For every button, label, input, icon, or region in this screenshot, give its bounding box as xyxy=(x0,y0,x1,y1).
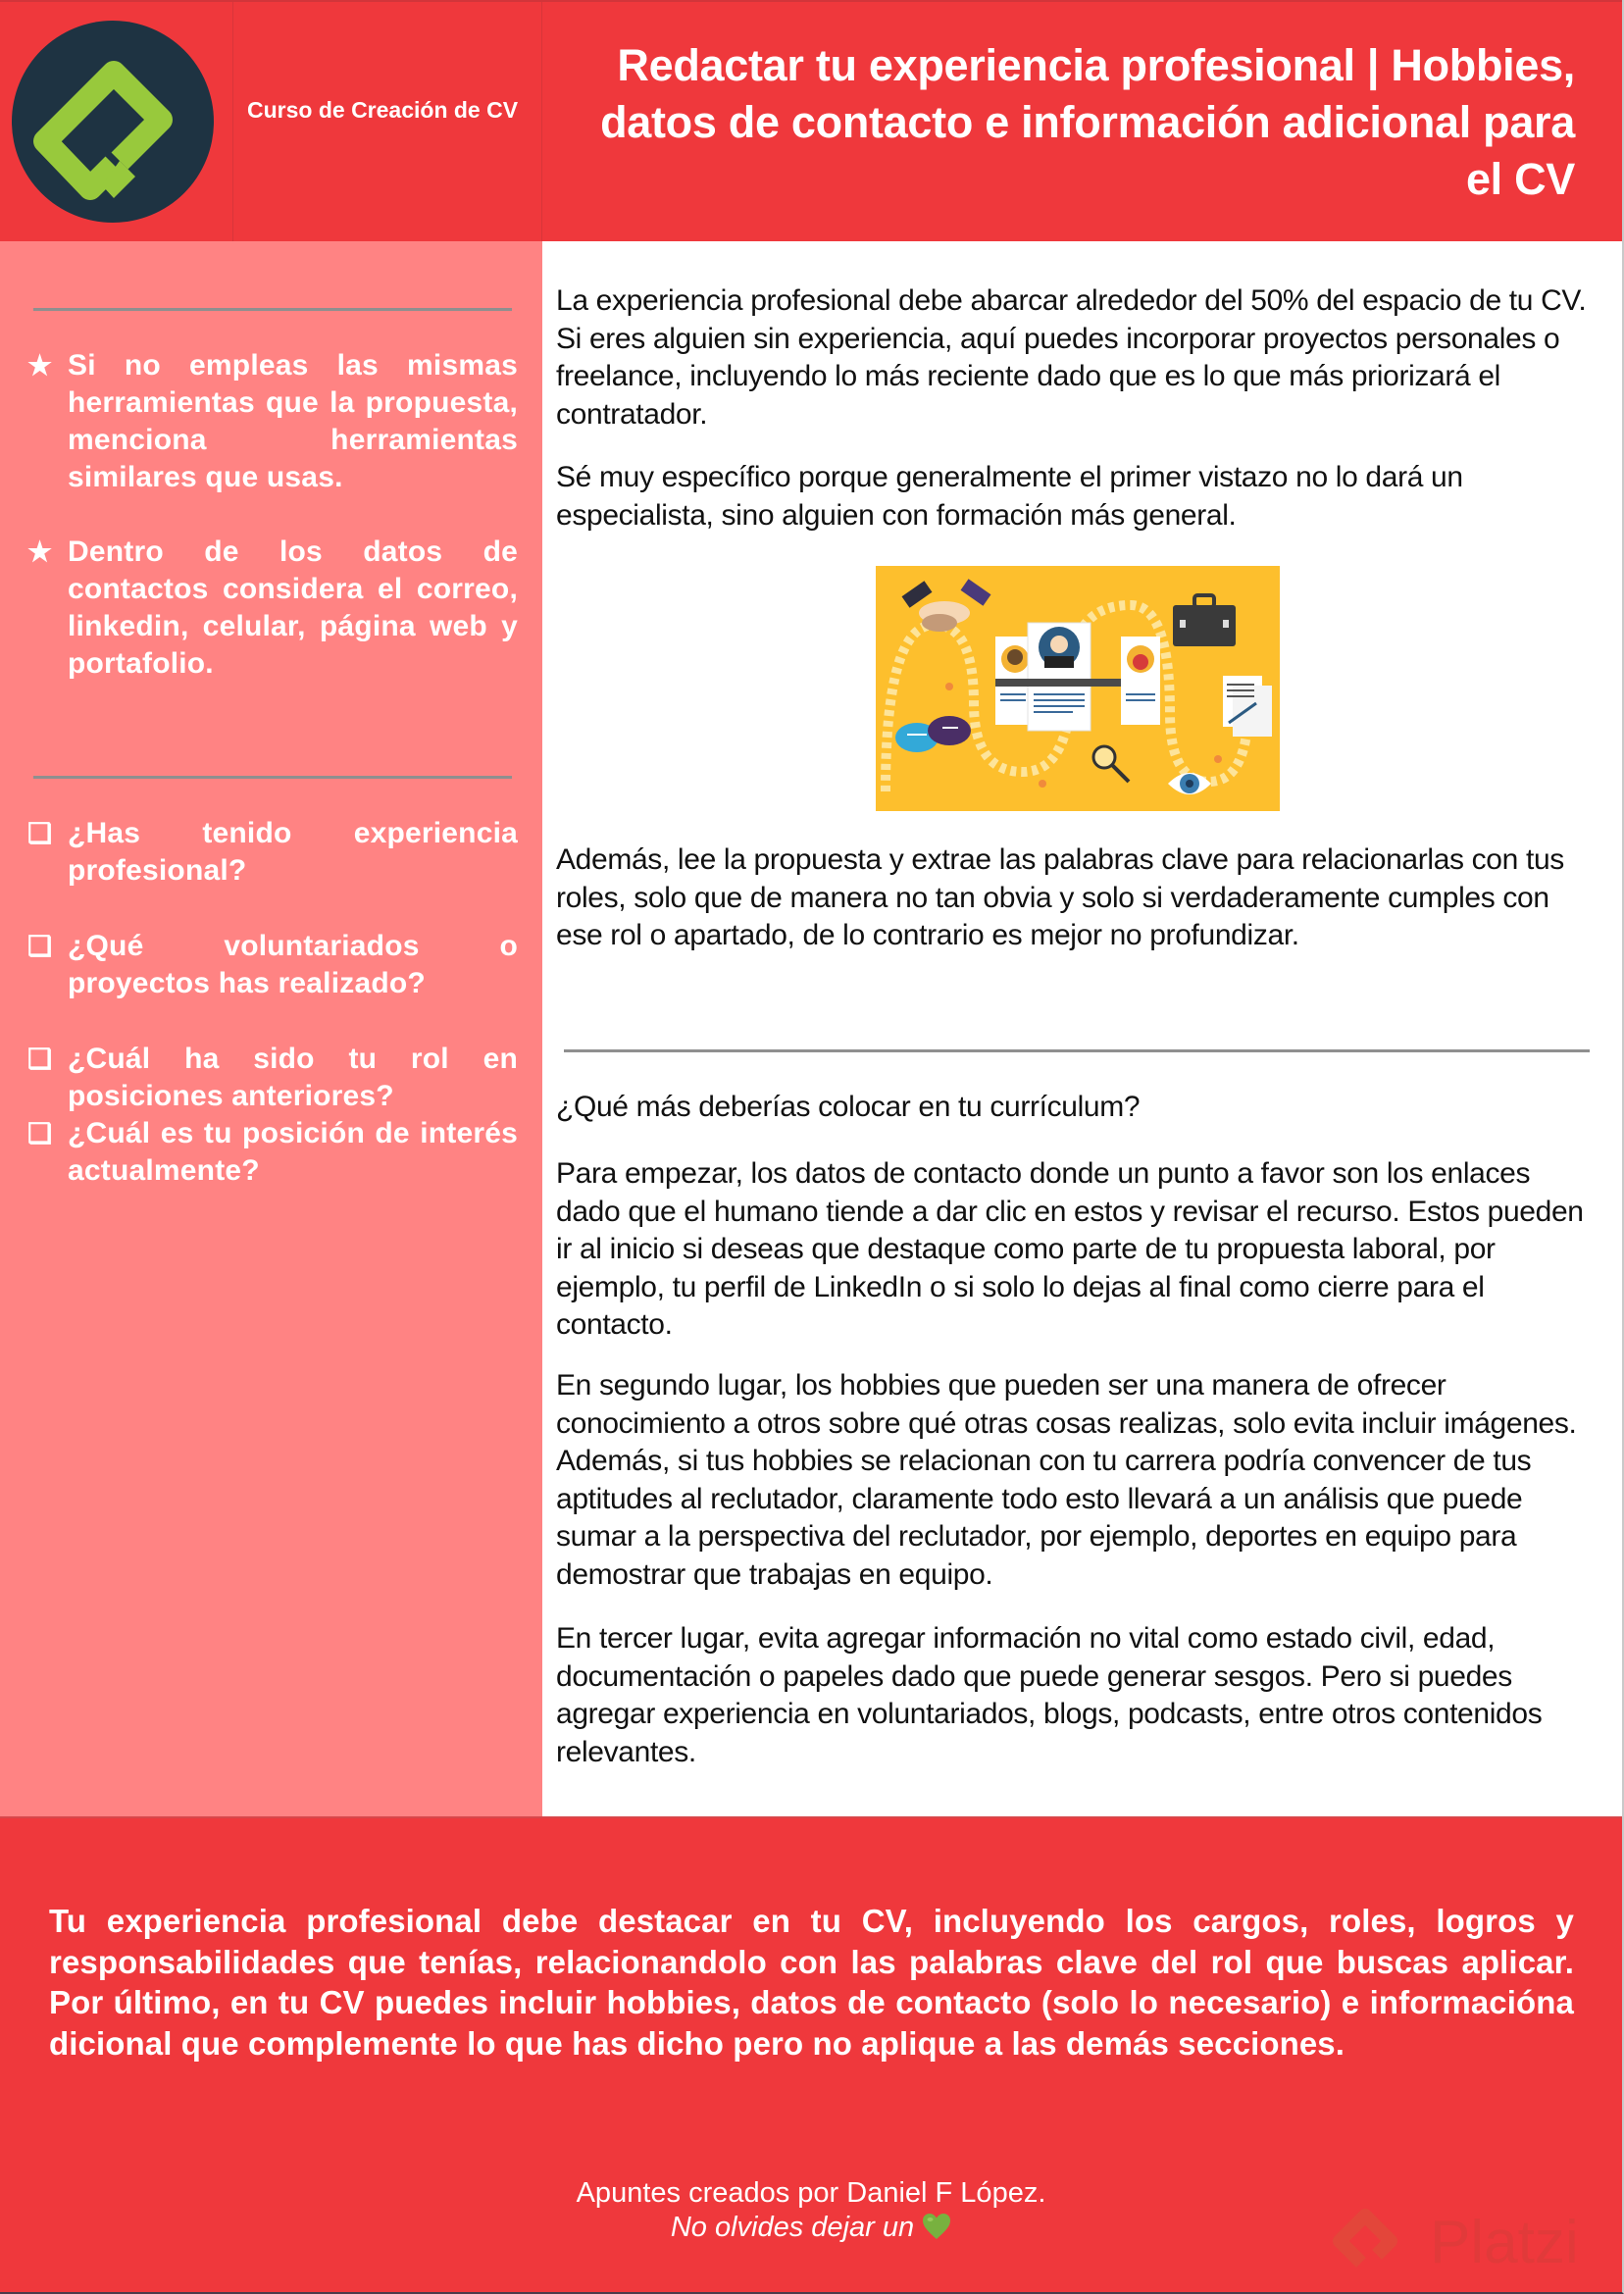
checkbox-icon: ❑ xyxy=(27,1118,53,1148)
sidebar xyxy=(0,241,542,1816)
question-text: ¿Cuál es tu posición de interés actualmente? xyxy=(68,1117,518,1187)
green-heart-icon xyxy=(922,2213,951,2249)
logo-cell xyxy=(0,2,233,241)
question-item xyxy=(27,1041,518,1115)
platzi-logo-icon xyxy=(12,21,214,223)
tip-text: Dentro de los datos de contactos considera el correo, linkedin, celular, página web y portafolio. xyxy=(68,535,518,680)
star-icon: ★ xyxy=(27,350,53,381)
star-icon: ★ xyxy=(27,536,53,567)
checkbox-icon: ❑ xyxy=(27,1044,53,1074)
question-text: ¿Cuál ha sido tu rol en posiciones anteriores? xyxy=(68,1043,518,1112)
credits-author: Apuntes creados por Daniel F López. xyxy=(576,2177,1046,2209)
watermark-text: Platzi xyxy=(1430,2209,1579,2276)
question-text: ¿Qué voluntariados o proyectos has realizado? xyxy=(68,930,518,999)
sidebar-divider xyxy=(33,308,512,311)
question-item xyxy=(27,1115,518,1190)
recruitment-illustration xyxy=(876,566,1280,811)
question-text: ¿Has tenido experiencia profesional? xyxy=(68,817,518,887)
summary-text: Tu experiencia profesional debe destacar en tu CV, incluyendo los cargos, roles, logros y responsabilidades que tenías, relacionandolo con las palabras clave del rol que buscas aplicar. Por último, en tu CV puedes incluir hobbies, datos de contacto (solo lo necesario) e informacióna dicional que complemente lo que has dicho pero no aplique a las demás secciones. xyxy=(49,1903,1574,2062)
paragraph-avoid: En tercer lugar, evita agregar información no vital como estado civil, edad, documentación o papeles dado que puede generar sesgos. Pero si puedes agregar experiencia en voluntariados, blogs, podcasts, entre otros contenidos relevantes. xyxy=(556,1622,1543,1768)
checkbox-icon: ❑ xyxy=(27,818,53,848)
tips-list xyxy=(27,347,518,683)
paragraph-keywords: Además, lee la propuesta y extrae las palabras clave para relacionarlas con tus roles, solo que de manera no tan obvia y solo si verdaderamente cumples con ese rol o apartado, de lo contrario es mejor no profundizar. xyxy=(556,843,1564,951)
page-title: Redactar tu experiencia profesional | Hobbies, datos de contacto e información adicional para el CV xyxy=(600,40,1575,204)
paragraph-contact: Para empezar, los datos de contacto donde un punto a favor son los enlaces dado que el humano tiende a dar clic en estos y revisar el recurso. Estos pueden ir al inicio si deseas que destaque como parte de tu propuesta laboral, por ejemplo, tu perfil de LinkedIn o si solo lo dejas al final como cierre para el contacto. xyxy=(556,1157,1584,1341)
questions-list xyxy=(27,815,518,1190)
sidebar-divider xyxy=(33,776,512,779)
paragraph-specific: Sé muy específico porque generalmente el primer vistazo no lo dará un especialista, sino alguien con formación más general. xyxy=(556,461,1463,532)
tip-text: Si no empleas las mismas herramientas que la propuesta, menciona herramientas similares que usas. xyxy=(68,349,518,493)
tip-item xyxy=(27,347,518,496)
platzi-watermark xyxy=(1320,2188,1614,2286)
paragraph-experience: La experiencia profesional debe abarcar alrededor del 50% del espacio de tu CV. Si eres alguien sin experiencia, aquí puedes incorporar proyectos personales o freelance, incluyendo lo más reciente dado que es lo que más priorizará el contratador. xyxy=(556,284,1587,431)
course-label: Curso de Creación de CV xyxy=(247,97,519,123)
reminder-text: No olvides dejar un xyxy=(670,2212,915,2243)
checkbox-icon: ❑ xyxy=(27,931,53,961)
question-item xyxy=(27,928,518,1002)
content-divider xyxy=(564,1049,1590,1052)
section-question: ¿Qué más deberías colocar en tu currículum? xyxy=(556,1091,1141,1123)
tip-item xyxy=(27,534,518,683)
header xyxy=(0,0,1622,241)
footer xyxy=(0,1816,1622,2292)
paragraph-hobbies: En segundo lugar, los hobbies que pueden ser una manera de ofrecer conocimiento a otros sobre qué otras cosas realizas, solo evita incluir imágenes. Además, si tus hobbies se relacionan con tu carrera podría convencer de tus aptitudes al reclutador, claramente todo esto llevará a un análisis que puede sumar a la perspectiva del reclutador, por ejemplo, deportes en equipo para demostrar que trabajas en equipo. xyxy=(556,1369,1577,1591)
course-cell xyxy=(233,2,542,241)
question-item xyxy=(27,815,518,890)
